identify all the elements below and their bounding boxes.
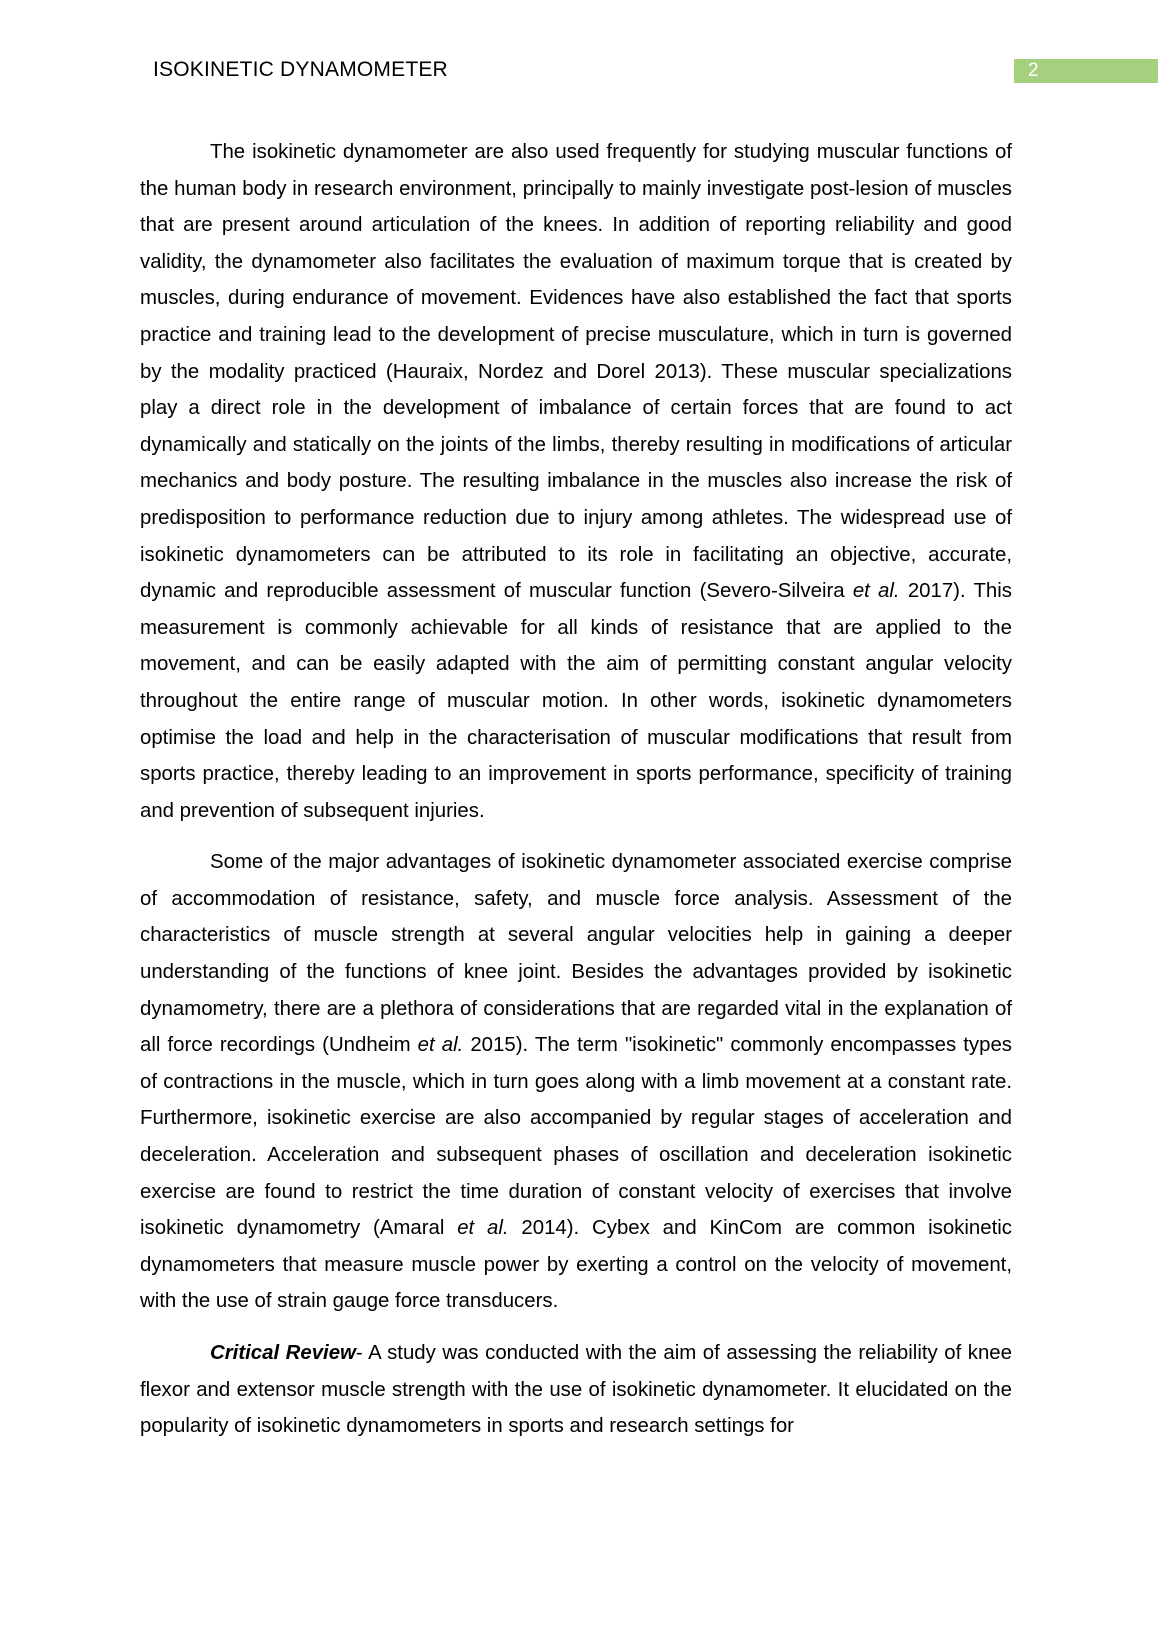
critical-review-label: Critical Review	[210, 1342, 356, 1364]
paragraph-2-citation-etal-2: et al.	[457, 1217, 509, 1240]
paragraph-2-text-1: Some of the major advantages of isokinetic dynamometer associated exercise comprise of accommodation of resistance, safety, and muscle force analysis. Assessment of the characteristics of muscle strength at several angular velocities help in gaining a deeper understanding of the functions of knee joint. Besides the advantages provided by isokinetic dynamometry, there are a plethora of considerations that are regarded vital in the explanation of all force recordings (Undheim	[140, 851, 1012, 1057]
paragraph-3	[140, 1335, 1012, 1445]
paragraph-1-citation-etal: et al.	[852, 580, 900, 603]
paragraph-2-text-3: 2014). Cybex and KinCom are common isokinetic dynamometers that measure muscle power by exerting a control on the velocity of movement, with the use of strain gauge force transducers.	[140, 1217, 1012, 1313]
paragraph-2-citation-etal-1: et al.	[417, 1034, 464, 1057]
paragraph-3-text-1: - A study was conducted with the aim of assessing the reliability of knee flexor and extensor muscle strength with the use of isokinetic dynamometer. It elucidated on the popularity of isokinetic dynamometers in sports and research settings for	[140, 1342, 1012, 1438]
paragraph-2-text-2: 2015). The term "isokinetic" commonly encompasses types of contractions in the muscle, which in turn goes along with a limb movement at a constant rate. Furthermore, isokinetic exercise are also accompanied by regular stages of acceleration and deceleration. Acceleration and subsequent phases of oscillation and deceleration isokinetic exercise are found to restrict the time duration of constant velocity of exercises that involve isokinetic dynamometry (Amaral	[140, 1034, 1012, 1240]
paragraph-1	[140, 134, 1012, 829]
document-body	[140, 134, 1012, 1460]
paragraph-1-text-2: 2017). This measurement is commonly achievable for all kinds of resistance that are applied to the movement, and can be easily adapted with the aim of permitting constant angular velocity throughout the entire range of muscular motion. In other words, isokinetic dynamometers optimise the load and help in the characterisation of muscular modifications that result from sports practice, thereby leading to an improvement in sports performance, specificity of training and prevention of subsequent injuries.	[140, 580, 1012, 822]
paragraph-2	[140, 844, 1012, 1320]
page-number-badge	[1014, 59, 1158, 83]
paragraph-1-text-1: The isokinetic dynamometer are also used frequently for studying muscular functions of the human body in research environment, principally to mainly investigate post-lesion of muscles that are present around articulation of the knees. In addition of reporting reliability and good validity, the dynamometer also facilitates the evaluation of maximum torque that is created by muscles, during endurance of movement. Evidences have also established the fact that sports practice and training lead to the development of precise musculature, which in turn is governed by the modality practiced (Hauraix, Nordez and Dorel 2013). These muscular specializations play a direct role in the development of imbalance of certain forces that are found to act dynamically and statically on the joints of the limbs, thereby resulting in modifications of articular mechanics and body posture. The resulting imbalance in the muscles also increase the risk of predisposition to performance reduction due to injury among athletes. The widespread use of isokinetic dynamometers can be attributed to its role in facilitating an objective, accurate, dynamic and reproducible assessment of muscular function (Severo-Silveira	[140, 141, 1012, 603]
running-header-title: ISOKINETIC DYNAMOMETER	[153, 58, 448, 81]
page-number: 2	[1028, 60, 1039, 81]
